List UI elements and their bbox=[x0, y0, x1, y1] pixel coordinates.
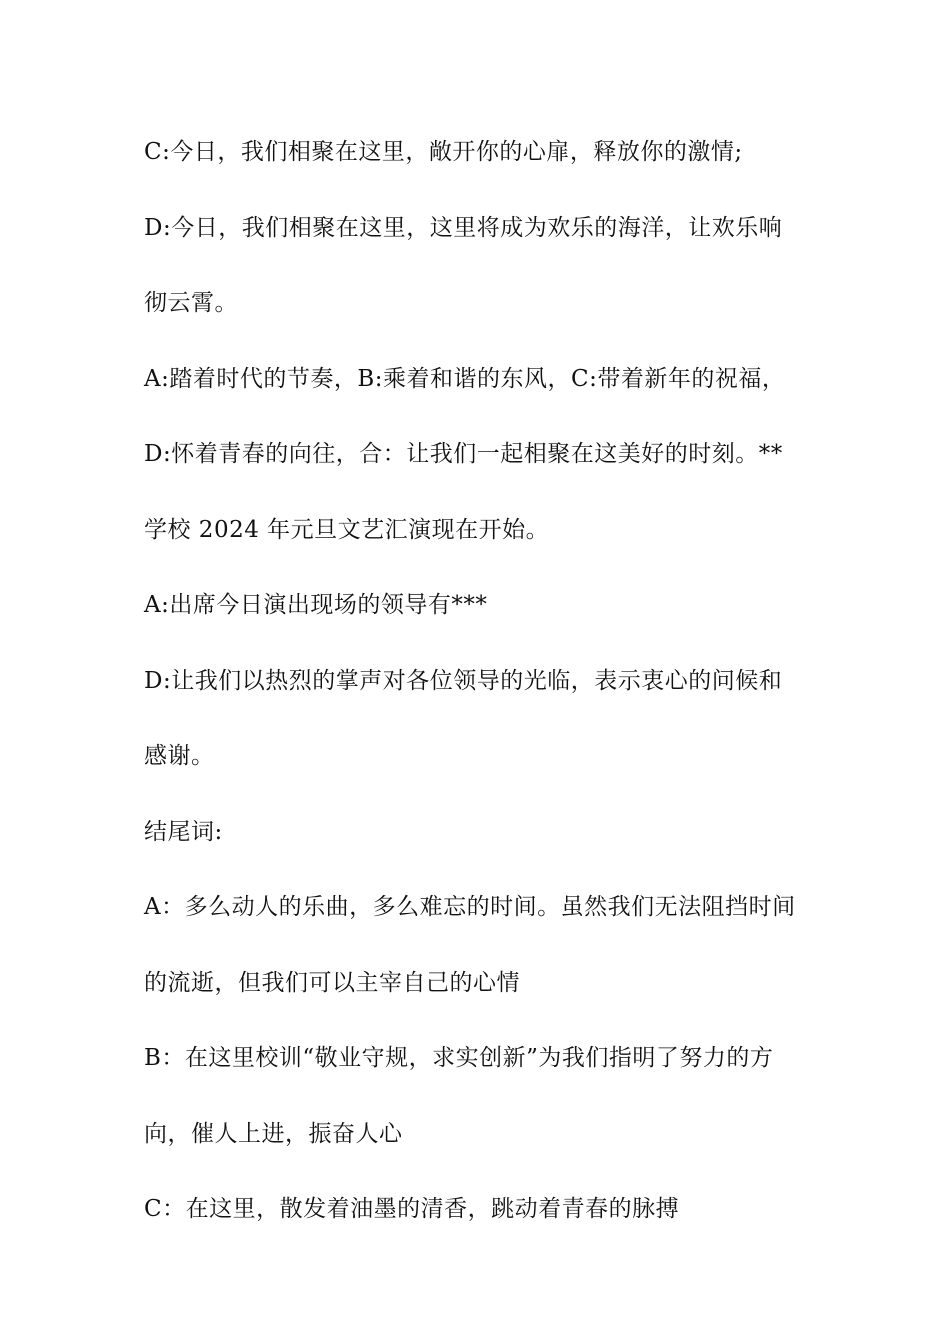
text-line: A:出席今日演出现场的领导有*** bbox=[144, 592, 488, 618]
text-line: D:今日，我们相聚在这里，这里将成为欢乐的海洋，让欢乐响 bbox=[144, 214, 783, 241]
section-heading: 结尾词: bbox=[144, 818, 223, 845]
text-line: 彻云霄。 bbox=[144, 290, 238, 316]
text-line: 学校 2024 年元旦文艺汇演现在开始。 bbox=[144, 516, 550, 543]
text-line: D:怀着青春的向往，合：让我们一起相聚在这美好的时刻。** bbox=[144, 441, 783, 467]
text-line: 向，催人上进，振奋人心 bbox=[144, 1120, 403, 1147]
text-line: B：在这里校训“敬业守规，求实创新”为我们指明了努力的方 bbox=[144, 1045, 774, 1071]
text-line: 的流逝，但我们可以主宰自己的心情 bbox=[144, 969, 520, 996]
text-line: D:让我们以热烈的掌声对各位领导的光临，表示衷心的问候和 bbox=[144, 667, 783, 694]
text-line: C:今日，我们相聚在这里，敞开你的心扉，释放你的激情; bbox=[144, 139, 743, 165]
text-line: A：多么动人的乐曲，多么难忘的时间。虽然我们无法阻挡时间 bbox=[144, 894, 796, 920]
text-line: 感谢。 bbox=[144, 743, 215, 769]
document-body bbox=[144, 130, 824, 1263]
text-line: C：在这里，散发着油墨的清香，跳动着青春的脉搏 bbox=[144, 1196, 680, 1222]
text-line: A:踏着时代的节奏，B:乘着和谐的东风，C:带着新年的祝福， bbox=[144, 365, 786, 392]
